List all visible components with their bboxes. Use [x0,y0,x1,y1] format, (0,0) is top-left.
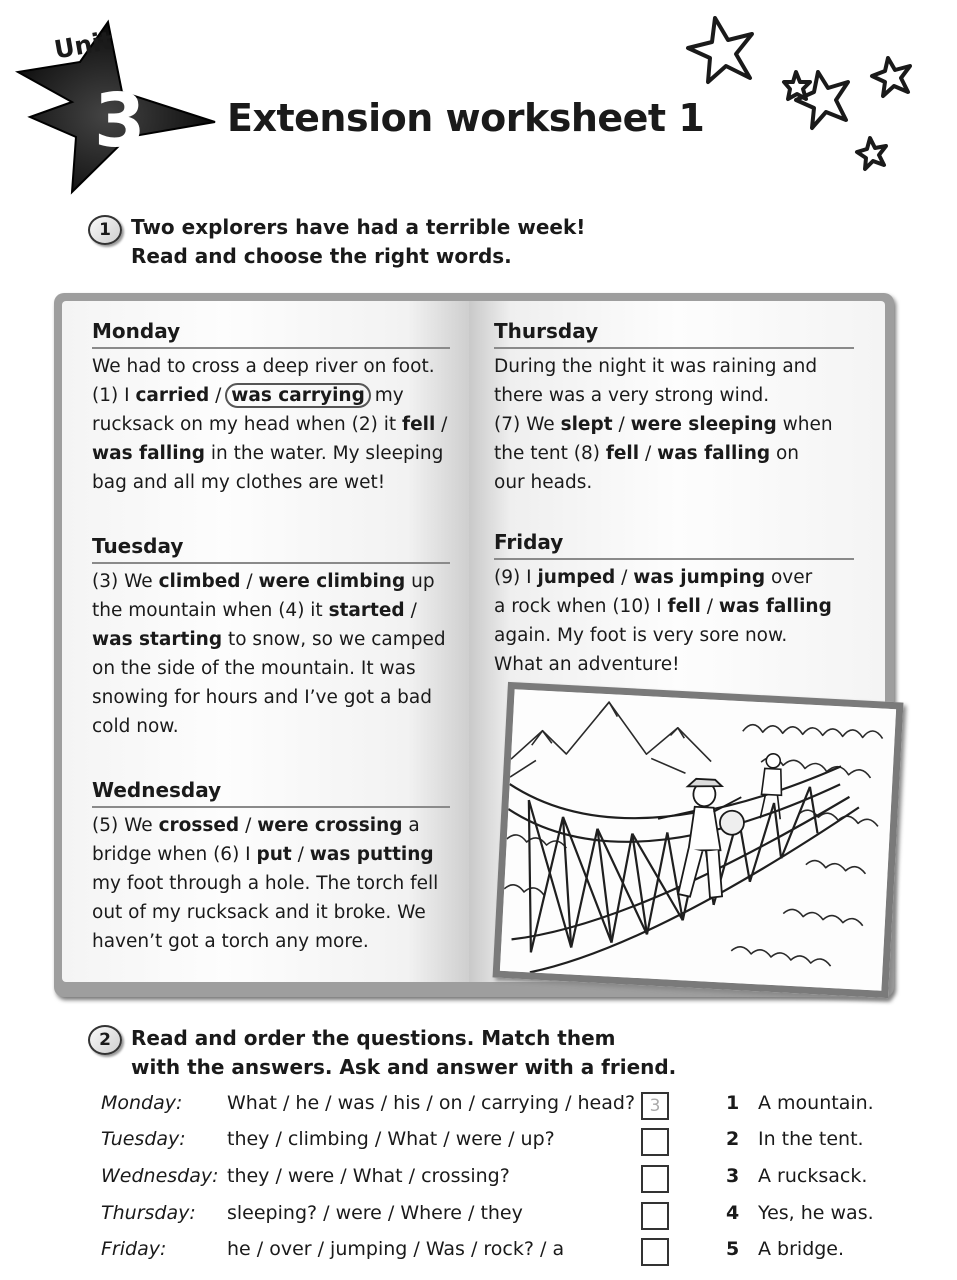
option-b[interactable]: was falling [718,596,832,617]
exercise-1-instruction [131,213,585,271]
answer-number: 1 [726,1092,740,1114]
text-line: was starting to snow, so we camped [92,629,446,650]
text-line: (3) We climbed / were climbing up [92,571,435,592]
answer-box[interactable] [641,1202,669,1230]
star-icon [872,58,910,96]
text-line: on the side of the mountain. It was [92,658,416,679]
text-line: snowing for hours and I’ve got a bad [92,687,432,708]
text-line: cold now. [92,716,179,737]
answer-number: 2 [726,1128,740,1150]
text-line: bridge when (6) I put / was putting [92,844,434,865]
text-line: a rock when (10) I fell / was falling [494,596,832,617]
text-line: out of my rucksack and it broke. We [92,902,426,923]
star-icon [857,138,886,169]
option-a[interactable]: carried [135,385,210,406]
answer-text: In the tent. [758,1128,864,1150]
answer-box[interactable] [641,1165,669,1193]
question-words: he / over / jumping / Was / rock? / a [227,1238,565,1260]
day-heading-tuesday: Tuesday [92,534,450,564]
answer-text: Yes, he was. [758,1202,874,1224]
question-day: Tuesday: [101,1128,186,1150]
question-day: Thursday: [101,1202,196,1224]
diary-entry-monday [92,352,447,497]
instruction-line: with the answers. Ask and answer with a friend. [131,1055,677,1079]
answer-box[interactable]: 3 [641,1092,669,1120]
option-a[interactable]: fell [402,414,436,435]
option-a[interactable]: climbed [158,571,241,592]
diary-entry-wednesday [92,811,438,956]
text-line: the mountain when (4) it started / [92,600,417,621]
page-title: Extension worksheet 1 [227,96,705,140]
text-line: During the night it was raining and [494,356,818,377]
exercise-1-number: 1 [88,215,122,245]
answer-number: 4 [726,1202,740,1224]
answer-number: 3 [726,1165,740,1187]
unit-label: Unit [52,25,115,65]
option-b[interactable]: were sleeping [630,414,777,435]
option-b[interactable]: were climbing [258,571,406,592]
answer-text: A mountain. [758,1092,874,1114]
star-icon [688,18,752,82]
option-b[interactable]: was jumping [633,567,766,588]
question-words: sleeping? / were / Where / they [227,1202,523,1224]
text-line: (5) We crossed / were crossing a [92,815,420,836]
instruction-line: Read and order the questions. Match them [131,1026,616,1050]
text-line: our heads. [494,472,593,493]
unit-number: 3 [94,78,144,164]
text-line: there was a very strong wind. [494,385,770,406]
option-a[interactable]: fell [667,596,701,617]
day-heading-thursday: Thursday [494,319,854,349]
option-a[interactable]: jumped [537,567,616,588]
question-day: Wednesday: [101,1165,219,1187]
option-a[interactable]: slept [560,414,613,435]
day-heading-monday: Monday [92,319,450,349]
text-line: What an adventure! [494,654,680,675]
text-line: bag and all my clothes are wet! [92,472,386,493]
question-words: they / climbing / What / were / up? [227,1128,555,1150]
diary-entry-thursday [494,352,833,497]
option-a[interactable]: fell [605,443,640,464]
text-line: (1) I carried / was carrying my [92,385,404,406]
option-b[interactable]: was putting [309,844,434,865]
option-a[interactable]: started [328,600,405,621]
text-line: again. My foot is very sore now. [494,625,788,646]
text-line: rucksack on my head when (2) it fell / [92,414,448,435]
answer-box[interactable] [641,1128,669,1156]
exercise-2-instruction [131,1024,676,1082]
text-line: We had to cross a deep river on foot. [92,356,435,377]
answer-text: A rucksack. [758,1165,868,1187]
diary-entry-tuesday [92,567,446,741]
text-line: (7) We slept / were sleeping when [494,414,833,435]
text-line: the tent (8) fell / was falling on [494,443,800,464]
day-heading-friday: Friday [494,530,854,560]
text-line: my foot through a hole. The torch fell [92,873,439,894]
question-words: What / he / was / his / on / carrying / head? [227,1092,636,1114]
exercise-2-number: 2 [88,1025,122,1055]
option-b[interactable]: was starting [92,629,223,650]
answer-number: 5 [726,1238,740,1260]
question-day: Monday: [101,1092,183,1114]
option-a[interactable]: crossed [158,815,240,836]
answer-text: A bridge. [758,1238,845,1260]
star-icon [784,72,810,99]
option-a[interactable]: put [256,844,292,865]
explorer-bridge-illustration [493,682,904,998]
diary-entry-friday [494,563,832,679]
day-heading-wednesday: Wednesday [92,778,450,808]
text-line: was falling in the water. My sleeping [92,443,444,464]
instruction-line: Read and choose the right words. [131,244,512,268]
answer-box[interactable] [641,1238,669,1266]
option-b[interactable]: was falling [92,443,205,464]
instruction-line: Two explorers have had a terrible week! [131,215,586,239]
question-day: Friday: [101,1238,167,1260]
question-words: they / were / What / crossing? [227,1165,510,1187]
option-b-circled[interactable]: was carrying [225,383,371,408]
decorative-stars [670,10,950,180]
option-b[interactable]: were crossing [257,815,403,836]
option-b[interactable]: was falling [657,443,771,464]
text-line: (9) I jumped / was jumping over [494,567,813,588]
text-line: haven’t got a torch any more. [92,931,369,952]
